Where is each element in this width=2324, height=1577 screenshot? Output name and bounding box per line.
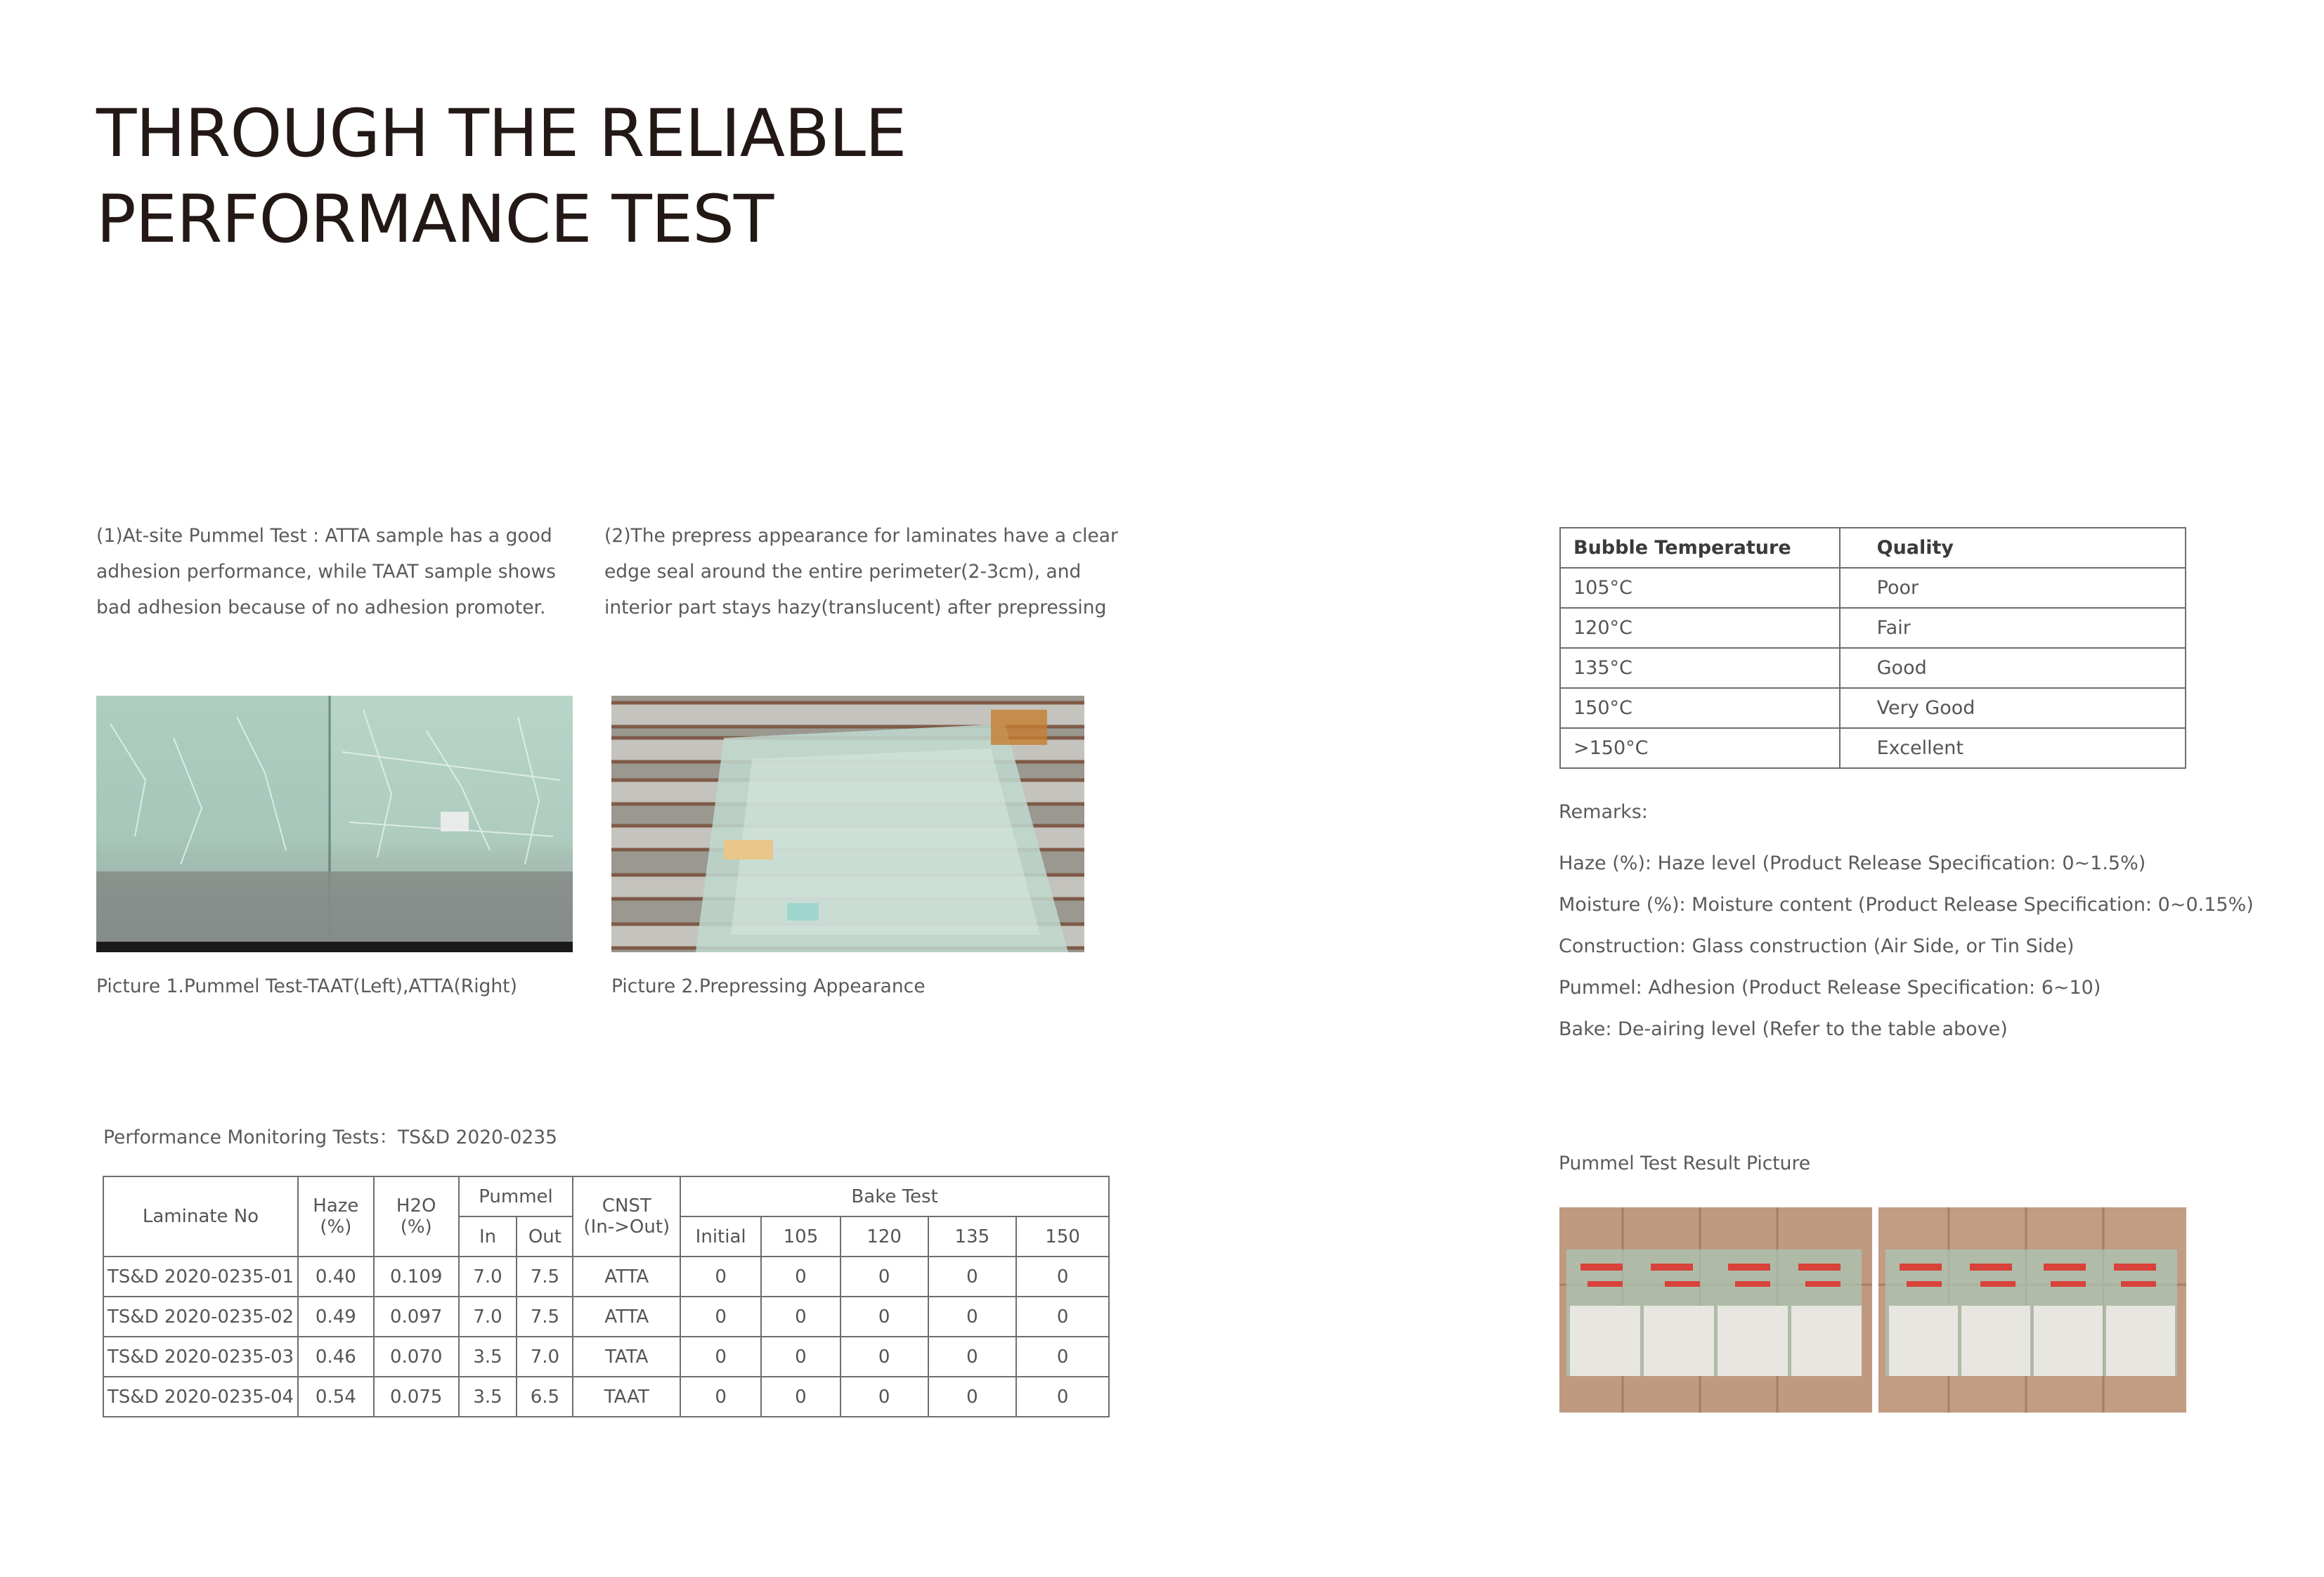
header-h2o: H2O (%) <box>374 1176 459 1257</box>
header-bake-135: 135 <box>928 1216 1017 1257</box>
remarks <box>1559 801 2254 1050</box>
prepress-desc-line-3: interior part stays hazy(translucent) after prepressing <box>604 597 1107 618</box>
header-bake-150: 150 <box>1016 1216 1109 1257</box>
prepress-desc-line-2: edge seal around the entire perimeter(2-3cm), and <box>604 561 1082 583</box>
pummel-result-photo-left <box>1559 1207 1872 1413</box>
header-bake-120: 120 <box>840 1216 928 1257</box>
header-pummel: Pummel <box>459 1176 573 1216</box>
header-haze: Haze (%) <box>298 1176 374 1257</box>
remark-bake: Bake: De-airing level (Refer to the table above) <box>1559 1018 2008 1040</box>
pummel-desc-line-2: adhesion performance, while TAAT sample shows <box>96 561 556 583</box>
pummel-test-photo <box>96 696 573 952</box>
pummel-result-label: Pummel Test Result Picture <box>1559 1153 1811 1174</box>
prepress-description <box>604 518 1118 625</box>
picture-1-caption: Picture 1.Pummel Test-TAAT(Left),ATTA(Right) <box>96 975 517 997</box>
pummel-test-description <box>96 518 556 625</box>
prepress-desc-line-1: (2)The prepress appearance for laminates have a clear <box>604 525 1118 547</box>
remark-pummel: Pummel: Adhesion (Product Release Specification: 6~10) <box>1559 977 2101 999</box>
remark-haze: Haze (%): Haze level (Product Release Specification: 0~1.5%) <box>1559 852 2146 874</box>
bubble-table-header <box>1560 528 2186 568</box>
performance-heading: Performance Monitoring Tests：TS&D 2020-0235 <box>103 1127 557 1148</box>
header-laminate-no: Laminate No <box>103 1176 298 1257</box>
table-row: TS&D 2020-0235-01 0.40 0.109 7.0 7.5 ATTA 0 0 0 0 0 <box>103 1257 1109 1297</box>
header-pummel-in: In <box>459 1216 517 1257</box>
header-cnst: CNST (In->Out) <box>573 1176 680 1257</box>
pummel-desc-line-1: (1)At-site Pummel Test : ATTA sample has a good <box>96 525 552 547</box>
picture-2-caption: Picture 2.Prepressing Appearance <box>611 975 926 997</box>
bubble-temperature-table <box>1559 527 2186 769</box>
table-row: TS&D 2020-0235-02 0.49 0.097 7.0 7.5 ATTA 0 0 0 0 0 <box>103 1297 1109 1337</box>
performance-table <box>103 1176 1110 1417</box>
table-row: 150°C Very Good <box>1560 688 2186 728</box>
table-row: 105°C Poor <box>1560 568 2186 608</box>
table-row: TS&D 2020-0235-03 0.46 0.070 3.5 7.0 TATA 0 0 0 0 0 <box>103 1337 1109 1377</box>
pummel-result-photo-right <box>1878 1207 2186 1413</box>
table-row: TS&D 2020-0235-04 0.54 0.075 3.5 6.5 TAAT 0 0 0 0 0 <box>103 1377 1109 1417</box>
remarks-label: Remarks: <box>1559 801 1648 823</box>
header-bubble-temperature: Bubble Temperature <box>1560 528 1840 568</box>
page-title-line-1: THROUGH THE RELIABLE <box>96 96 907 172</box>
table-row: >150°C Excellent <box>1560 728 2186 768</box>
header-bake-105: 105 <box>761 1216 840 1257</box>
pummel-desc-line-3: bad adhesion because of no adhesion promoter. <box>96 597 546 618</box>
header-bake-initial: Initial <box>680 1216 761 1257</box>
page-title <box>96 91 906 263</box>
prepressing-photo <box>611 696 1084 952</box>
header-pummel-out: Out <box>517 1216 573 1257</box>
header-quality: Quality <box>1840 528 2186 568</box>
table-header-row-1 <box>103 1176 1109 1216</box>
table-row: 120°C Fair <box>1560 608 2186 648</box>
table-row: 135°C Good <box>1560 648 2186 688</box>
remark-moisture: Moisture (%): Moisture content (Product Release Specification: 0~0.15%) <box>1559 894 2254 916</box>
header-bake-test: Bake Test <box>680 1176 1109 1216</box>
page-title-line-2: PERFORMANCE TEST <box>96 181 774 258</box>
remark-construction: Construction: Glass construction (Air Side, or Tin Side) <box>1559 935 2075 957</box>
